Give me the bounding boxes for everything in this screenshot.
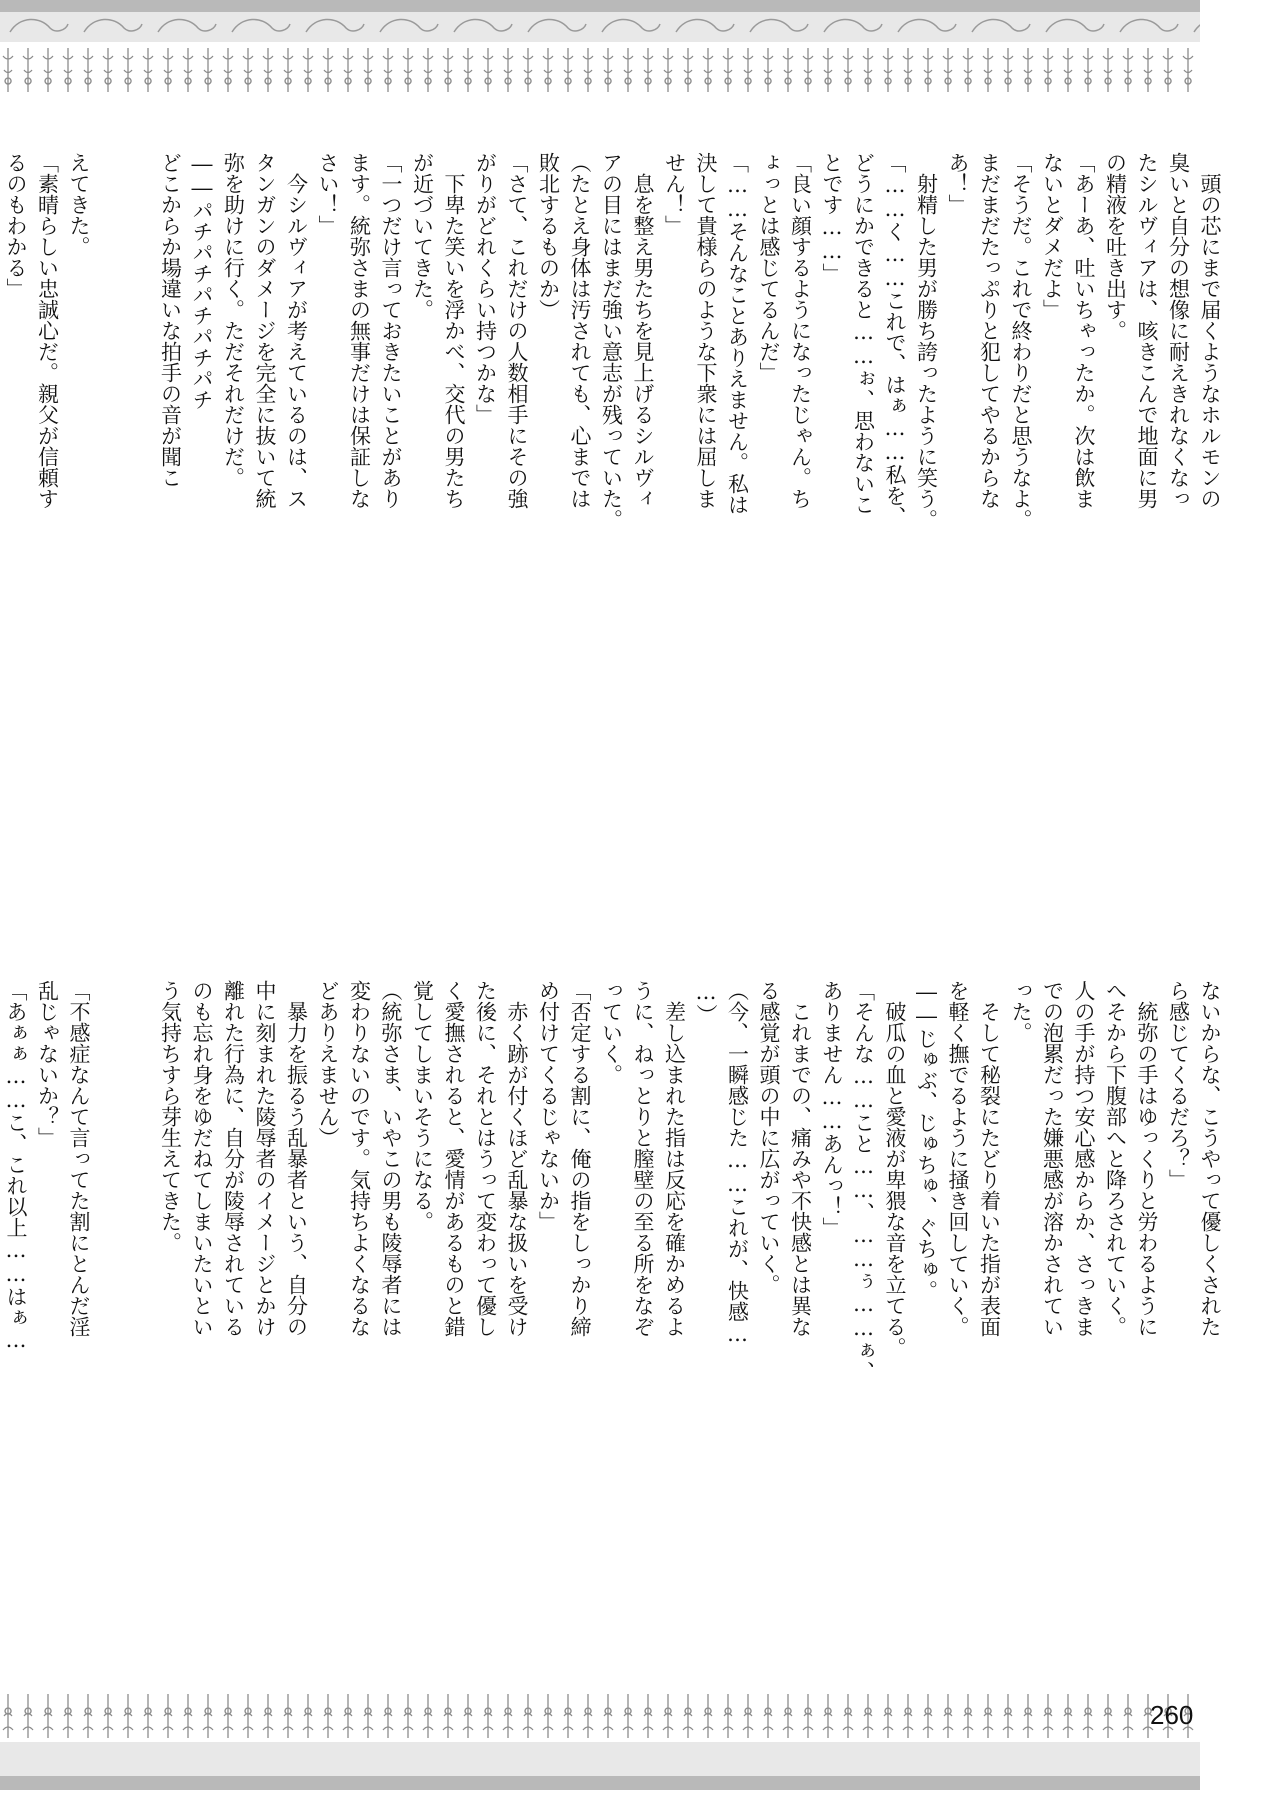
text-column: たシルヴィアは、咳きこんで地面に男 [1135,152,1159,509]
text-column: ら感じてくるだろ？」 [1166,980,1191,1190]
text-block-upper-right [154,152,1225,552]
text-column: そして秘裂にたどり着いた指が表面 [977,980,1002,1337]
text-column: がりがどれくらい持つかな」 [473,152,498,425]
text-column: ありません……あんっ！」 [820,980,844,1238]
text-column: えてきた。 [67,152,91,257]
text-column: どこからか場違いな拍手の音が聞こ [158,152,183,488]
text-column: を軽く撫でるように掻き回していく。 [946,980,970,1337]
text-column: 臭いと自分の想像に耐えきれなくなっ [1166,152,1191,509]
text-column: まだまだたっぷりと犯してやるからな [977,152,1002,509]
text-column: 変わりないのです。気持ちよくなるな [347,980,372,1337]
text-column: 赤く跡が付くほど乱暴な扱いを受け [505,980,529,1337]
text-column: 差し込まれた指は反応を確かめるよ [662,980,687,1337]
text-column: （たとえ身体は汚されても、心までは [568,152,592,509]
text-column: の精液を吐き出す。 [1103,152,1128,341]
text-column: 覚してしまいそうになる。 [410,980,435,1232]
text-column: 「あーあ、吐いちゃったか。次は飲ま [1072,152,1096,509]
text-column: った。 [1009,980,1033,1043]
text-column: ないとダメだよ」 [1040,152,1065,320]
text-column: 頭の芯にまで届くようなホルモンの [1198,152,1222,509]
text-column: あ！」 [946,152,970,215]
text-column: め付けてくるじゃないか」 [536,980,561,1232]
text-column: へそから下腹部へと降ろされていく。 [1103,980,1128,1337]
text-column: 「不感症なんて言ってた割にとんだ淫 [67,980,91,1337]
text-column: が近づいてきた。 [410,152,435,320]
text-block-lower-right [154,980,1225,1382]
text-column: せん！」 [662,152,687,236]
text-block-lower-left [0,980,94,1352]
text-column: 「一つだけ言っておきたいことがあり [379,152,403,509]
text-column: 射精した男が勝ち誇ったように笑う。 [914,152,939,530]
text-column: これまでの、痛みや不快感とは異な [788,980,813,1337]
text-column: 「さて、これだけの人数相手にその強 [505,152,529,509]
text-column: 「そうだ。これで終わりだと思うなよ。 [1009,152,1033,530]
text-column: 今シルヴィアが考えているのは、ス [284,152,309,509]
text-column: ――パチパチパチパチパチ [190,152,214,410]
text-column: 「あぁぁ……こ、これ以上……はぁ… [4,980,28,1352]
text-column: 「そんな……こと……、……ぅ……ぁ、 [851,980,876,1382]
text-column: うに、ねっとりと膣壁の至る所をなぞ [631,980,655,1337]
text-column: 「良い顔するようになったじゃん。ち [788,152,813,509]
text-column: 決して貴様らのような下衆には屈しま [694,152,718,509]
text-column: ないからな、こうやって優しくされた [1198,980,1222,1337]
text-column: 人の手が持つ安心感からか、さっきま [1072,980,1096,1337]
text-column: 破瓜の血と愛液が卑猥な音を立てる。 [883,980,907,1358]
text-column: …） [694,980,718,1025]
text-column: 「素晴らしい忠誠心だ。親父が信頼す [35,152,60,509]
text-column: 弥を助けに行く。ただそれだけだ。 [221,152,246,488]
text-column: ょっとは感じてるんだ」 [757,152,781,383]
text-column: る感覚が頭の中に広がっていく。 [757,980,781,1295]
text-column: 「……そんなことありえません。私は [725,152,750,515]
text-column: るのもわかる」 [4,152,28,299]
text-column: での泡累だった嫌悪感が溶かされてい [1040,980,1065,1337]
text-column: タンガンのダメージを完全に抜いて統 [253,152,277,509]
text-column: のも忘れ身をゆだねてしまいたいとい [190,980,214,1337]
text-column: 乱じゃないか？」 [35,980,60,1148]
text-column: ――じゅぶ、じゅちゅ、ぐちゅ。 [914,980,939,1301]
bottom-ornamental-border [0,1688,1200,1801]
text-column: 中に刻まれた陵辱者のイメージとかけ [253,980,277,1337]
text-column: 「……く……これで、はぁ……私を、 [883,152,907,527]
text-column: アの目にはまだ強い意志が残っていた。 [599,152,624,530]
text-column: 離れた行為に、自分が陵辱されている [221,980,246,1337]
text-column: ます。統弥さまの無事だけは保証しな [347,152,372,509]
text-column: う気持ちすら芽生えてきた。 [158,980,183,1253]
text-column: 「否定する割に、俺の指をしっかり締 [568,980,592,1337]
text-column: た後に、それとはうって変わって優し [473,980,498,1337]
text-column: 敗北するものか） [536,152,561,320]
top-ornamental-border [0,0,1200,128]
text-column: 下卑た笑いを浮かべ、交代の男たち [442,152,466,509]
text-column: さい！」 [316,152,340,236]
text-column: 統弥の手はゆっくりと労わるように [1135,980,1159,1337]
page-number: 260 [1150,1700,1194,1730]
text-column: 息を整え男たちを見上げるシルヴィ [631,152,655,509]
text-column: どありえません） [316,980,340,1148]
text-column: 暴力を振るう乱暴者という、自分の [284,980,309,1337]
text-column: っていく。 [599,980,624,1085]
text-column: どうにかできると……ぉ、思わないこ [851,152,876,515]
text-column: とです……」 [820,152,844,284]
text-column: く愛撫されると、愛情があるものと錯 [442,980,466,1337]
text-column: （統弥さま、いやこの男も陵辱者には [379,980,403,1337]
text-column: （今、一瞬感じた……これが、快感… [725,980,750,1346]
text-block-upper-left [0,152,94,552]
